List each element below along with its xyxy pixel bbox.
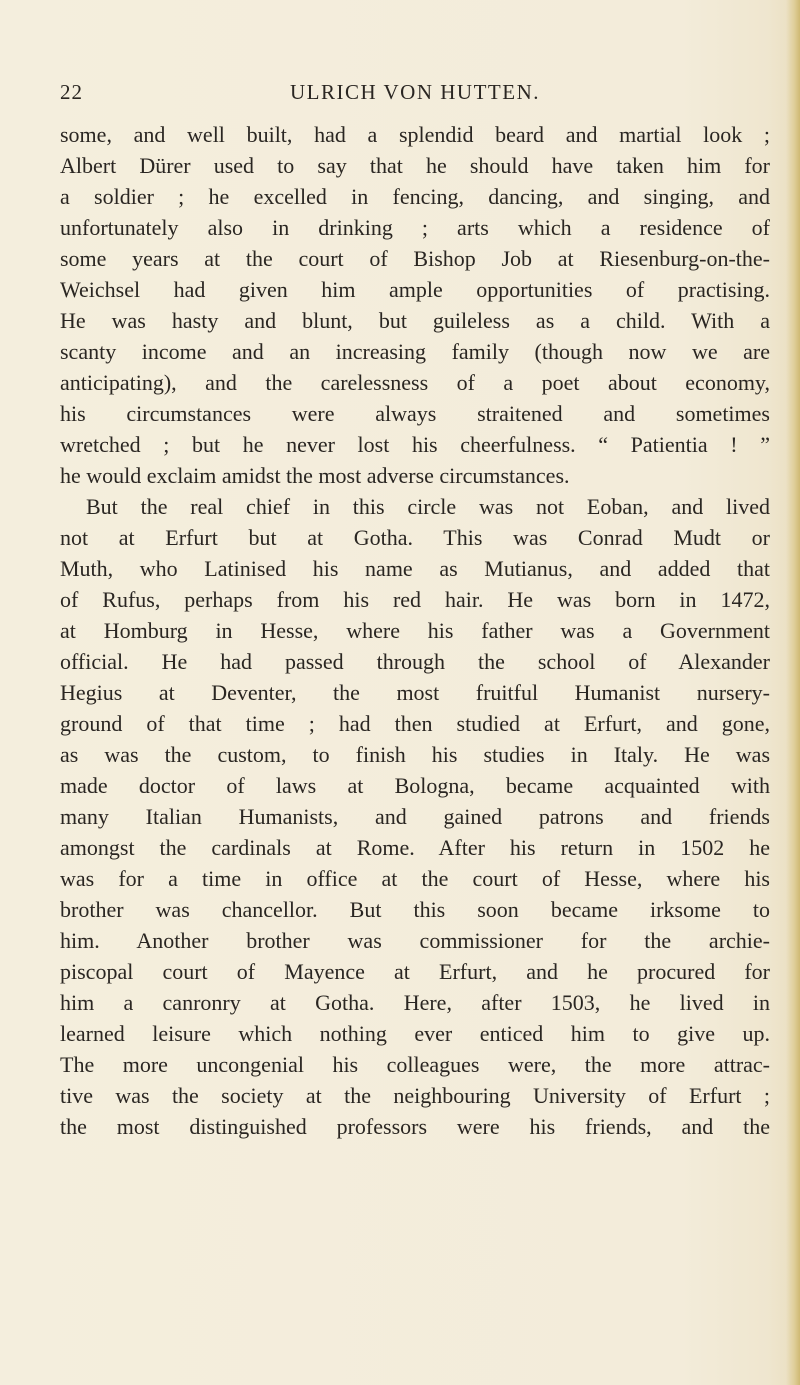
text-line: many Italian Humanists, and gained patrons and friends bbox=[60, 804, 770, 829]
text-line: piscopal court of Mayence at Erfurt, and he procured for bbox=[60, 959, 770, 984]
text-line: brother was chancellor. But this soon became irksome to bbox=[60, 897, 770, 922]
text-line: him. Another brother was commissioner for the archie- bbox=[60, 928, 770, 953]
text-line: tive was the society at the neighbouring University of Erfurt ; bbox=[60, 1083, 770, 1108]
text-line: The more uncongenial his colleagues were, the more attrac- bbox=[60, 1052, 770, 1077]
text-line: unfortunately also in drinking ; arts which a residence of bbox=[60, 215, 770, 240]
page-number: 22 bbox=[60, 80, 83, 104]
text-line: But the real chief in this circle was not Eoban, and lived bbox=[86, 494, 770, 519]
text-line: made doctor of laws at Bologna, became acquainted with bbox=[60, 773, 770, 798]
running-title: ULRICH VON HUTTEN. bbox=[289, 80, 540, 104]
text-line: at Homburg in Hesse, where his father was a Government bbox=[60, 618, 770, 643]
page-header bbox=[60, 80, 770, 110]
text-line: of Rufus, perhaps from his red hair. He was born in 1472, bbox=[60, 587, 770, 612]
text-line: learned leisure which nothing ever enticed him to give up. bbox=[60, 1021, 770, 1046]
text-line: Hegius at Deventer, the most fruitful Humanist nursery- bbox=[60, 680, 770, 705]
text-line: scanty income and an increasing family (though now we are bbox=[60, 339, 770, 364]
text-line: wretched ; but he never lost his cheerfulness. “ Patientia ! ” bbox=[60, 432, 770, 457]
text-line: was for a time in office at the court of Hesse, where his bbox=[60, 866, 770, 891]
text-line: a soldier ; he excelled in fencing, dancing, and singing, and bbox=[60, 184, 770, 209]
text-line: the most distinguished professors were his friends, and the bbox=[60, 1114, 770, 1139]
text-line: he would exclaim amidst the most adverse circumstances. bbox=[60, 463, 570, 488]
text-line: Albert Dürer used to say that he should have taken him for bbox=[60, 153, 770, 178]
text-line: ground of that time ; had then studied at Erfurt, and gone, bbox=[60, 711, 770, 736]
text-line: him a canronry at Gotha. Here, after 1503, he lived in bbox=[60, 990, 770, 1015]
text-line: not at Erfurt but at Gotha. This was Conrad Mudt or bbox=[60, 525, 770, 550]
text-line: some, and well built, had a splendid beard and martial look ; bbox=[60, 122, 770, 147]
text-line: as was the custom, to finish his studies in Italy. He was bbox=[60, 742, 770, 767]
text-line: official. He had passed through the school of Alexander bbox=[60, 649, 770, 674]
text-line: some years at the court of Bishop Job at Riesenburg-on-the- bbox=[60, 246, 770, 271]
text-line: his circumstances were always straitened and sometimes bbox=[60, 401, 770, 426]
page-edge-shading bbox=[786, 0, 800, 1385]
text-line: amongst the cardinals at Rome. After his return in 1502 he bbox=[60, 835, 770, 860]
text-line: Muth, who Latinised his name as Mutianus, and added that bbox=[60, 556, 770, 581]
text-line: anticipating), and the carelessness of a poet about economy, bbox=[60, 370, 770, 395]
text-line: Weichsel had given him ample opportunities of practising. bbox=[60, 277, 770, 302]
body-text bbox=[60, 119, 770, 1142]
text-line: He was hasty and blunt, but guileless as a child. With a bbox=[60, 308, 770, 333]
